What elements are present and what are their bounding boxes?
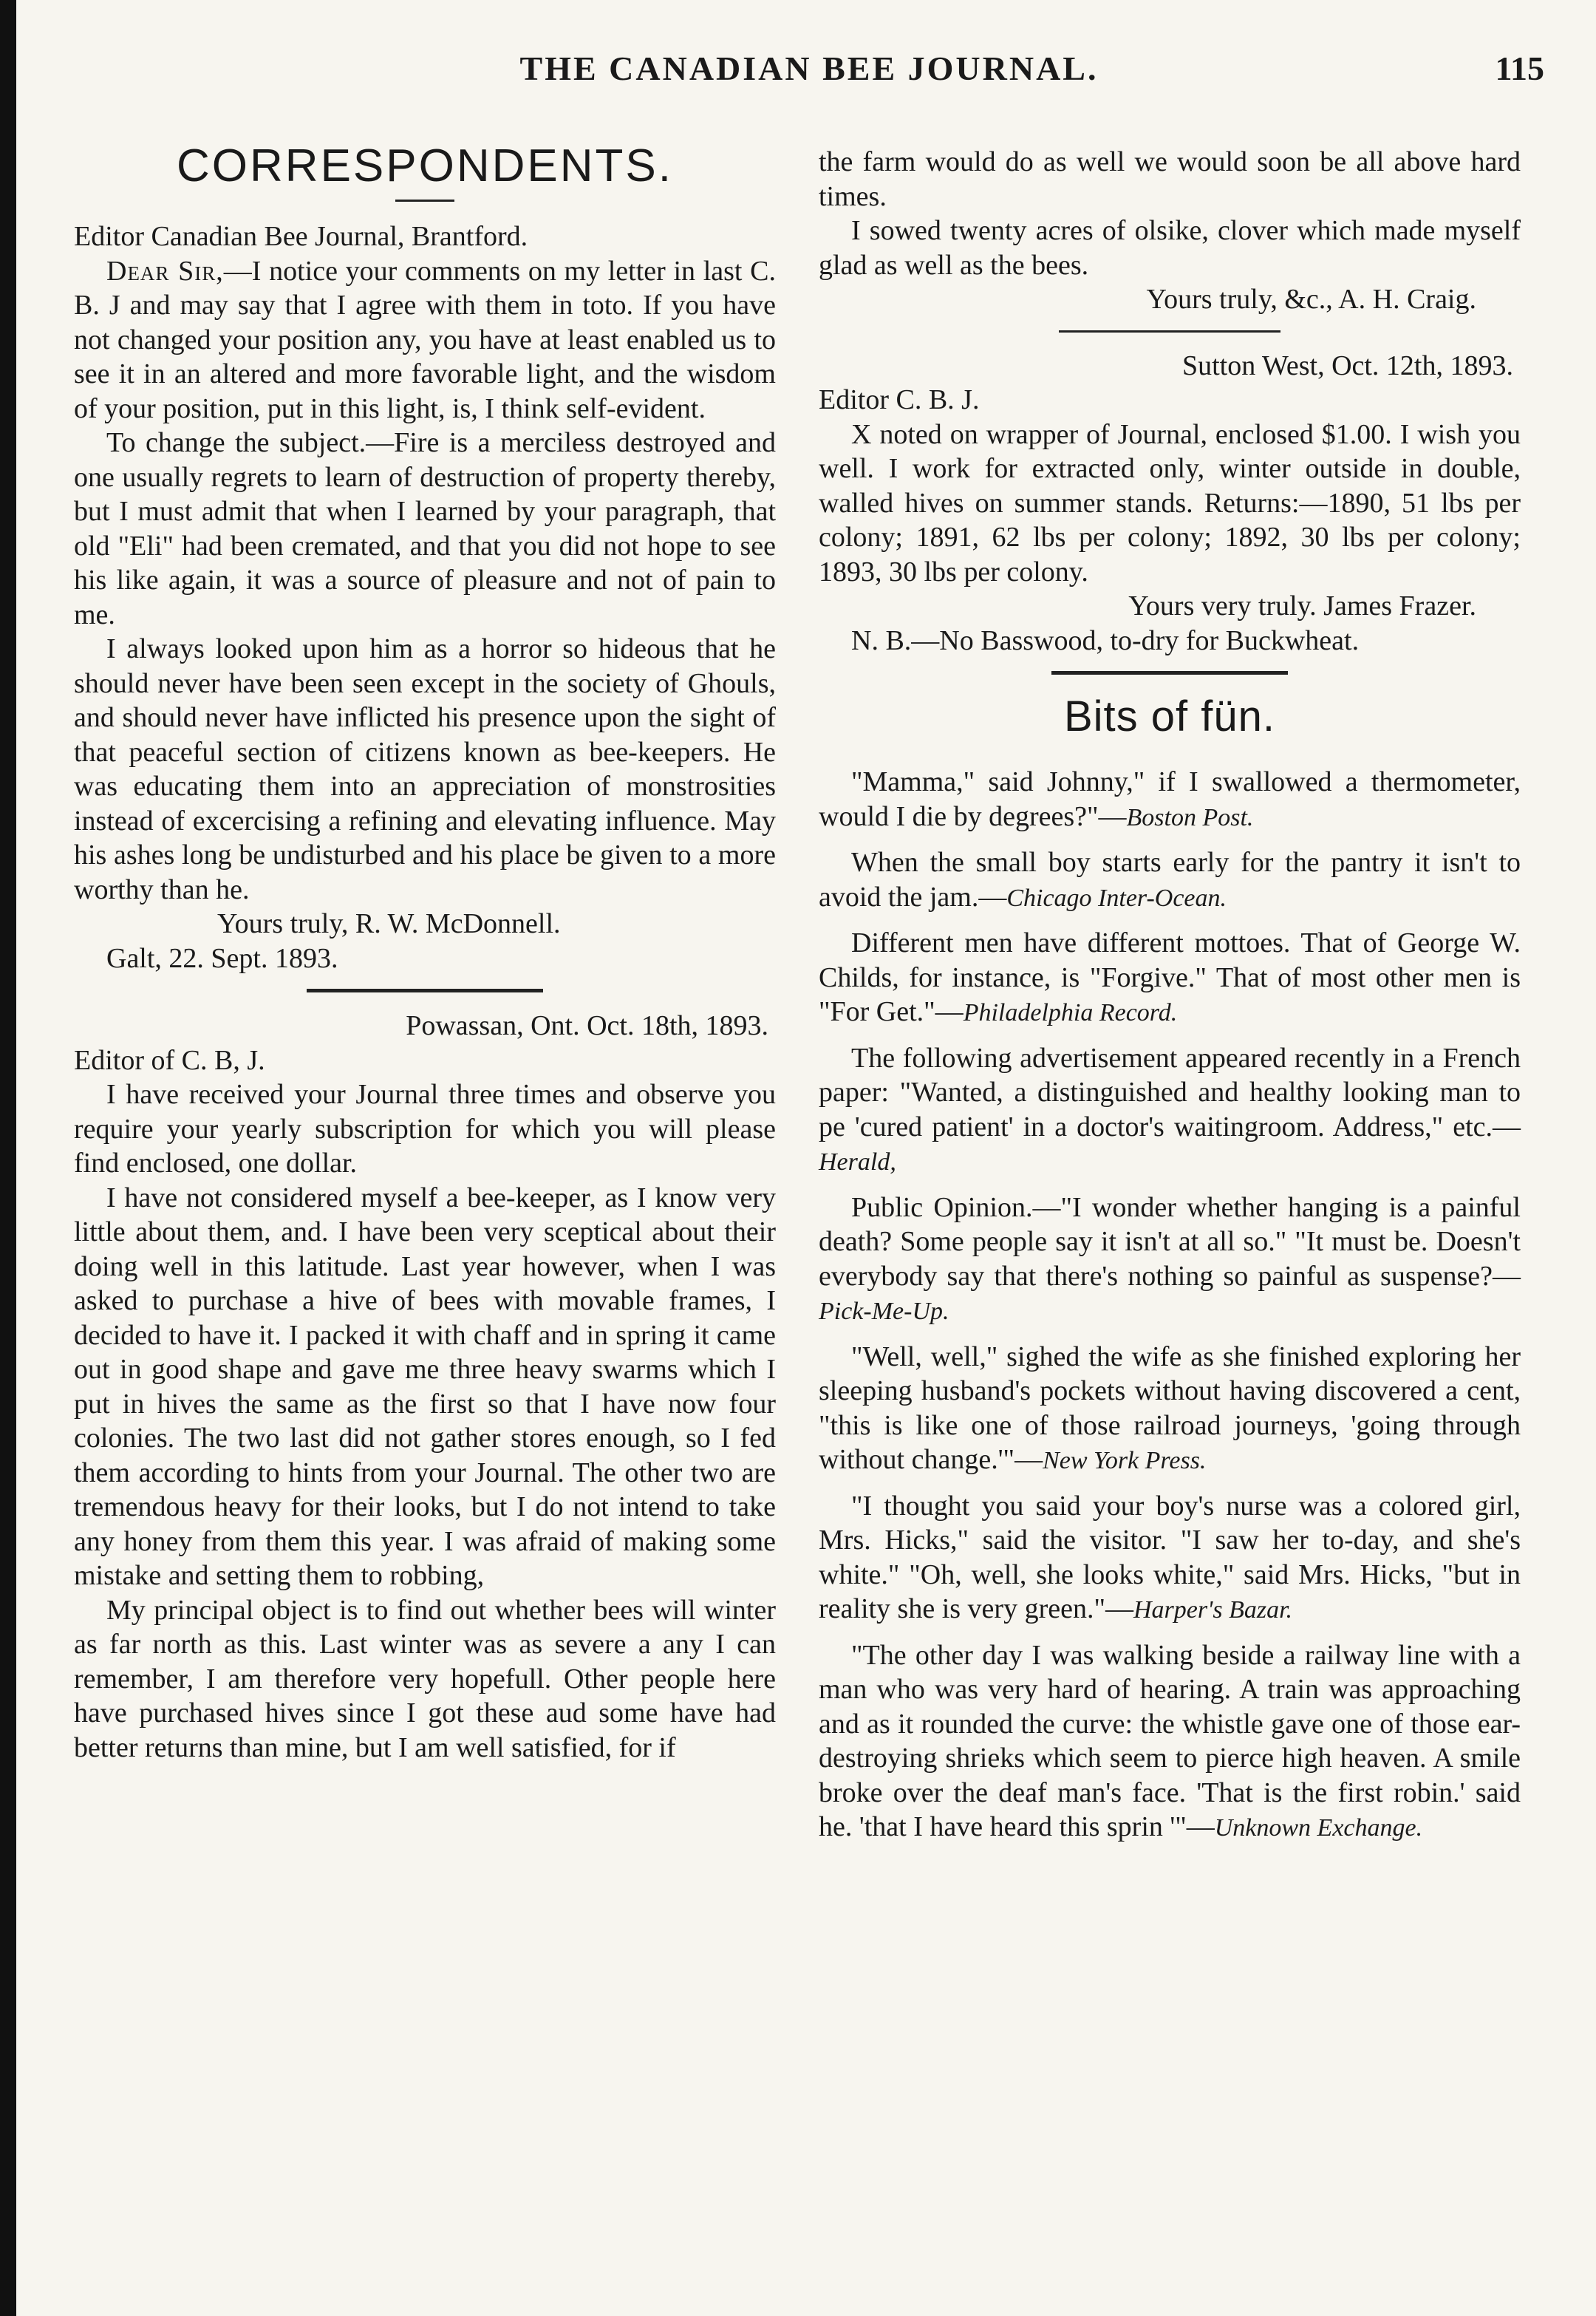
letter2-paragraph-3: My principal object is to find out whether bees will winter as far north as this. Last winter was as severe a any I can remember, I am therefore very hopefull. Other people here have purchased hives since I got these aud some have had better returns than mine, but I am well satisfied, for if [74,1594,776,1763]
joke-item [819,1191,1521,1329]
joke-source: Chicago Inter-Ocean. [1006,884,1227,912]
joke-source: Herald, [819,1148,896,1176]
separator-rule [307,989,543,992]
letter1-paragraph-1 [74,254,776,426]
letter3-paragraph-1: X noted on wrapper of Journal, enclosed $1.00. I wish you well. I work for extracted only, winter outside in double, walled hives on summer stands. Returns:—1890, 51 lbs per colony; 1891, 62 lbs per colony; 1892, 30 lbs per colony; 1893, 30 lbs per colony. [819,418,1521,587]
letter2-closing: Yours truly, &c., A. H. Craig. [1146,284,1476,315]
running-head: THE CANADIAN BEE JOURNAL. [519,50,1099,87]
letter2-paragraph-1: I have received your Journal three times and observe you require your yearly subscription for which you will please find enclosed, one dollar. [74,1079,776,1179]
joke-item [819,1041,1521,1180]
letter1-place-date: Galt, 22. Sept. 1893. [106,942,338,974]
joke-text: When the small boy starts early for the pantry it isn't to avoid the jam.— [819,847,1521,913]
letter2-paragraph-2: I have not considered myself a bee-keeper, as I know very little about them, and. I have been very sceptical about their doing well in this latitude. Last year however, when I was asked to purchase a hive of bees with movable frames, I decided to have it. I packed it with chaff and in spring it came out in good shape and gave me three heavy swarms which I put in hives the same as the first so that I have now four colonies. The two last did not gather stores enough, so I fed them according to hints from your Journal. The other two are tremendous heavy for their looks, but I do not intend to take any honey from them this year. I was afraid of making some mistake and setting them to robbing, [74,1182,776,1591]
letter1-paragraph-2: To change the subject.—Fire is a merciless destroyed and one usually regrets to learn of destruction of property thereby, but I must admit that when I learned by your paragraph, that old "Eli" had been cremated, and that you did not hope to see his like again, it was a source of pleasure and not of pain to me. [74,427,776,630]
separator-rule [1051,671,1288,675]
joke-item [819,926,1521,1031]
bits-of-fun-title: Bits of fün. [1063,692,1276,740]
letter2-salutation: Editor of C. B, J. [74,1044,265,1076]
letter3-salutation: Editor C. B. J. [819,384,980,415]
joke-source: Unknown Exchange. [1214,1814,1423,1842]
joke-source: Boston Post. [1126,803,1254,831]
joke-text: "The other day I was walking beside a railway line with a man who was very hard of hearing. A train was approaching and as it rounded the curve: the whistle gave one of those ear-destroying shrieks which seem to pierce high heaven. A smile broke over the deaf man's face. 'That is the first robin.' said he. 'that I have heard this sprin '"— [819,1639,1521,1842]
letter3-nb: N. B.—No Basswood, to-dry for Buckwheat. [851,624,1360,656]
joke-text: Different men have different mottoes. That of George W. Childs, for instance, is "Forgive." That of most other men is "For Get."— [819,927,1521,1027]
letter2-dateline: Powassan, Ont. Oct. 18th, 1893. [406,1010,768,1041]
letter3-closing: Yours very truly. James Frazer. [1128,590,1476,621]
letter1-paragraph-1-text: —I notice your comments on my letter in last C. B. J and may say that I agree with them in toto. If you have not changed your position any, you have at least enabled us to see it in an altered and more favorable light, and the wisdom of your position, put in this light, is, I think self-evident. [74,255,777,424]
letter1-dear-sir: Dear Sir, [106,255,224,287]
letter3-dateline: Sutton West, Oct. 12th, 1893. [1181,350,1513,381]
joke-text: Public Opinion.—"I wonder whether hanging is a painful death? Some people say it isn't at all so." "It must be. Doesn't everybody say that there's nothing so painful as suspense?— [819,1191,1521,1292]
page-binding-edge [0,0,16,2316]
joke-text: "Well, well," sighed the wife as she finished exploring her sleeping husband's pockets without having discovered a cent, "this is like one of those railroad journeys, 'going through without change.'"— [819,1341,1521,1475]
letter2-paragraph-4: I sowed twenty acres of olsike, clover which made myself glad as well as the bees. [819,215,1521,281]
title-rule [395,200,454,202]
joke-text: The following advertisement appeared recently in a French paper: "Wanted, a distinguished and healthy looking man to pe 'cured patient' in a doctor's waitingroom. Address," etc.— [819,1042,1521,1142]
joke-source: Pick-Me-Up. [819,1298,949,1325]
joke-text: "I thought you said your boy's nurse was a colored girl, Mrs. Hicks," said the visitor. "I saw her to-day, and she's white." "Oh, well, she looks white," said Mrs. Hicks, "but in reality she is very green."— [819,1490,1521,1624]
correspondents-title: CORRESPONDENTS. [177,140,673,191]
left-column [74,140,776,1765]
letter2-continuation: the farm would do as well we would soon be all above hard times. [819,146,1521,212]
joke-source: Harper's Bazar. [1133,1596,1293,1624]
joke-item [819,1340,1521,1479]
joke-item [819,1489,1521,1628]
joke-text: "Mamma," said Johnny," if I swallowed a thermometer, would I die by degrees?"— [819,766,1521,832]
page-header [74,49,1544,93]
letter1-paragraph-3: I always looked upon him as a horror so hideous that he should never have been seen except in the society of Ghouls, and should never have inflicted his presence upon the sight of that peaceful section of citizens known as bee-keepers. He was educating them into an appreciation of monstrosities instead of excercising a refining and elevating influence. May his ashes long be undisturbed and his place be given to a more worthy than he. [74,633,776,905]
page-number: 115 [1495,50,1544,87]
joke-source: Philadelphia Record. [963,999,1178,1026]
joke-source: New York Press. [1043,1447,1207,1474]
joke-item [819,765,1521,835]
separator-rule [1059,330,1280,333]
letter1-closing: Yours truly, R. W. McDonnell. [217,908,561,939]
joke-item [819,1638,1521,1846]
letter1-salutation: Editor Canadian Bee Journal, Brantford. [74,221,528,252]
right-column [819,145,1521,1856]
jokes-list [819,765,1521,1846]
joke-item [819,845,1521,916]
